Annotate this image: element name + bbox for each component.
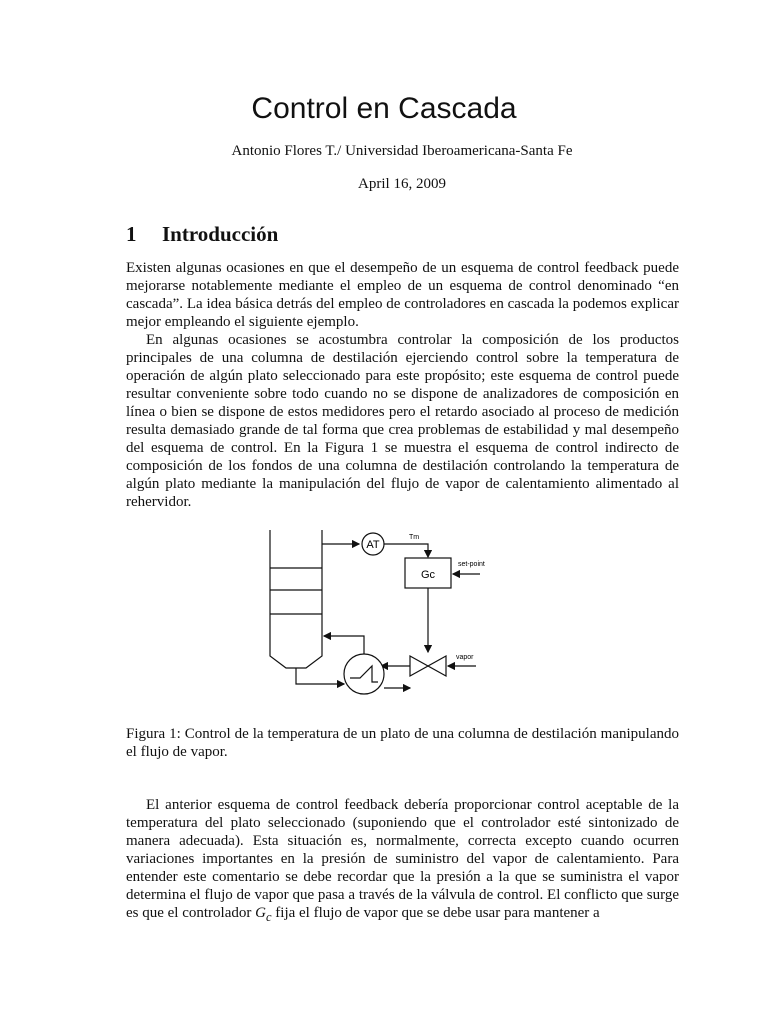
vapor-label: vapor: [456, 654, 474, 661]
section-heading: [126, 222, 278, 247]
controller-symbol: [255, 905, 272, 924]
controller-symbol-sub: c: [265, 910, 272, 924]
paragraph-2: En algunas ocasiones se acostumbra controlar la composición de los productos principales de una columna de destilación ejerciendo control sobre la temperatura de operación de algún plato seleccionado para este propósito; este esquema de control puede resultar conveniente sobre todo cuando no se dispone de analizadores de composición en línea o bien se dispone de estos medidores pero el retardo asociado al proceso de medición resulta demasiado grande de tal forma que crea problemas de estabilidad y mal desempeño del esquema de control. En la Figura 1 se muestra el esquema de control indirecto de composición de los fondos de una columna de destilación controlando la temperatura de algún plato mediante la manipulación del flujo de vapor de calentamiento alimentado al rehervidor.: [126, 332, 679, 510]
section-number: 1: [126, 222, 137, 246]
setpoint-label: set-point: [458, 561, 485, 568]
analyzer-label: AT: [366, 539, 380, 551]
figure-caption: Figura 1: Control de la temperatura de un plato de una columna de destilación manipulando el flujo de vapor.: [126, 726, 679, 760]
distillation-column: [270, 530, 322, 668]
control-valve: [410, 656, 446, 676]
paragraph-3: [126, 796, 679, 926]
document-author: Antonio Flores T./ Universidad Iberoamericana-Santa Fe: [231, 143, 573, 159]
document-date: April 16, 2009: [358, 176, 446, 192]
paragraph-3-text-b: fija el flujo de vapor que se debe usar para mantener a: [275, 905, 600, 921]
paragraph-3-text-a: El anterior esquema de control feedback debería proporcionar control aceptable de la temperatura del plato seleccionado (suponiendo que el controlador esté sintonizado de manera adecuada). Esta situación es, normalmente, correcta excepto cuando ocurren variaciones importantes en la presión de suministro del vapor de calentamiento. Para entender este comentario se debe recordar que la presión a la que se suministra el vapor determina el flujo de vapor que pasa a través de la válvula de control. El conflicto que surge es que el controlador: [126, 797, 679, 921]
paragraph-1: Existen algunas ocasiones en que el desempeño de un esquema de control feedback puede mejorarse notablemente mediante el empleo de un esquema de control denominado “en cascada”. La idea básica detrás del empleo de controladores en cascada la podemos explicar mejor empleando el siguiente ejemplo.: [126, 260, 679, 330]
measurement-label: Tm: [409, 534, 420, 541]
figure-diagram: [262, 528, 492, 706]
document-title: Control en Cascada: [251, 92, 517, 125]
controller-symbol-main: G: [255, 905, 266, 921]
section-title: Introducción: [162, 222, 279, 246]
controller-label: Gc: [420, 569, 436, 581]
